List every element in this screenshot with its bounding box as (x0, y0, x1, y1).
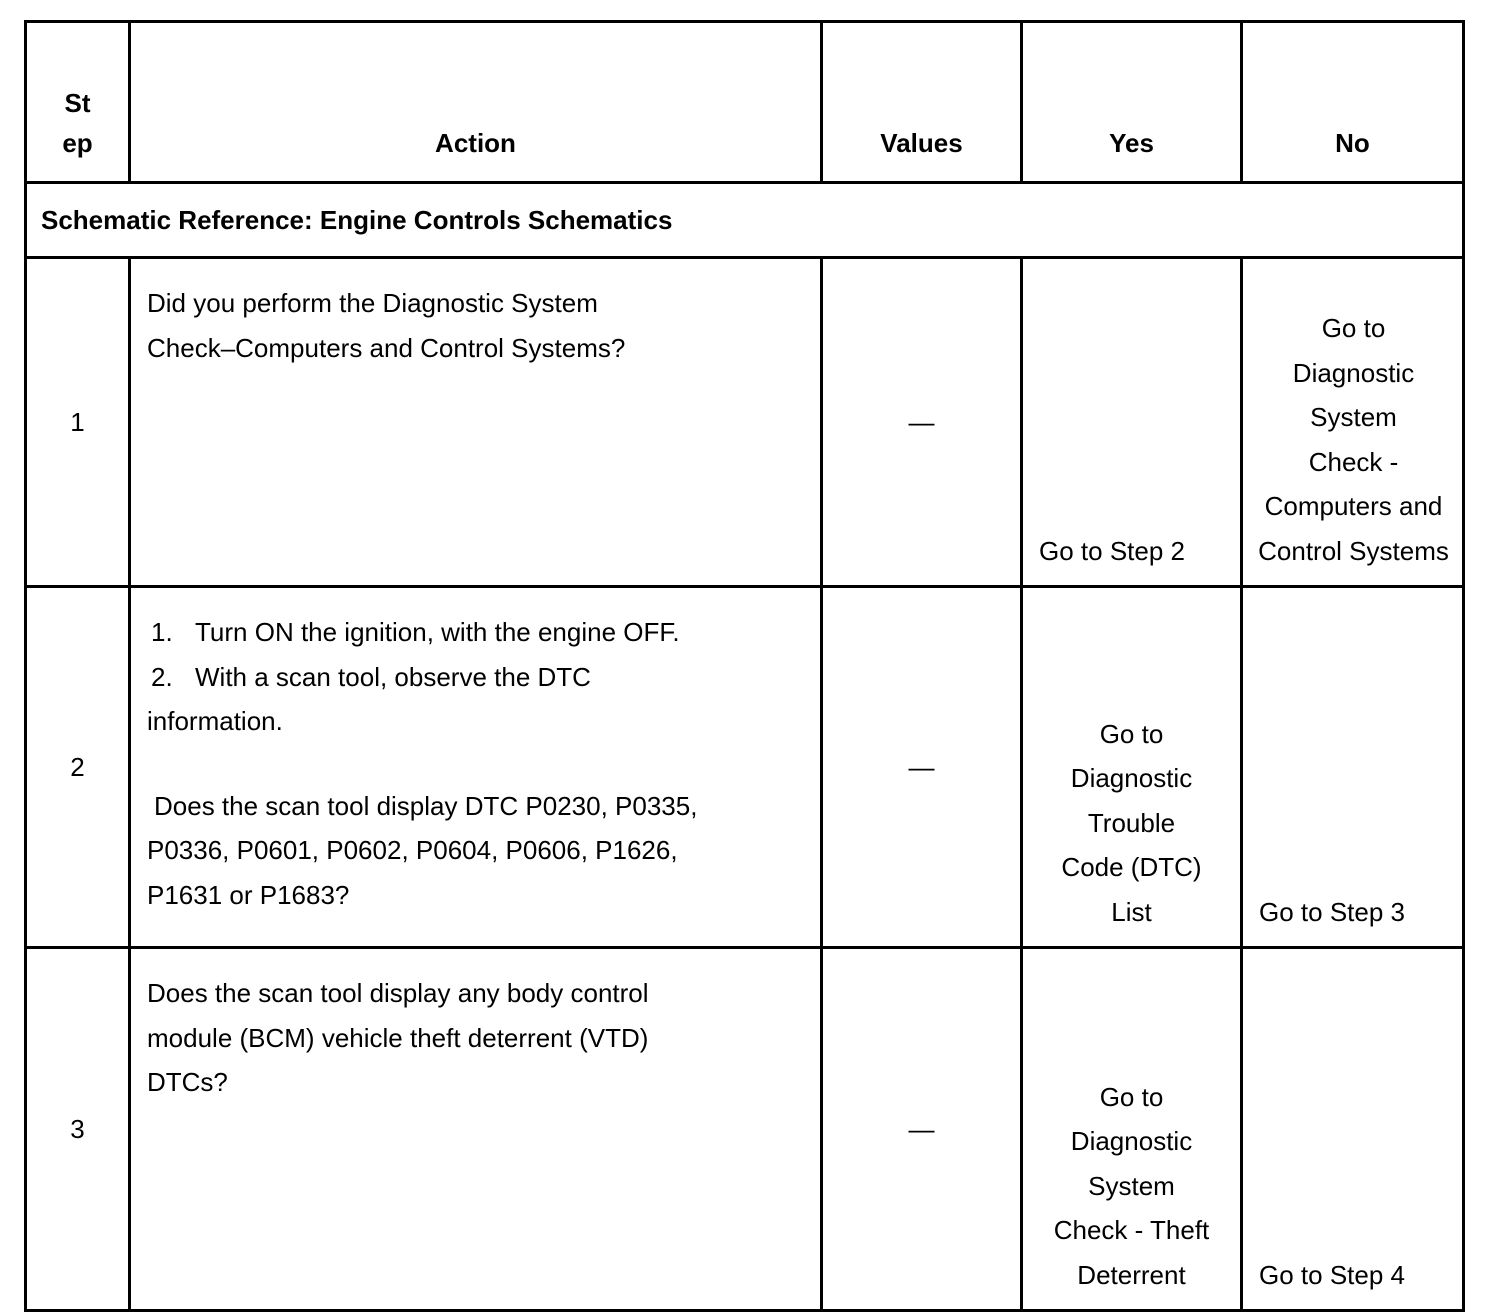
no-line: System (1310, 402, 1397, 432)
action-item-number: 1. (151, 617, 173, 647)
header-yes: Yes (1022, 22, 1242, 183)
no-go-to-step-3: Go to Step 3 (1259, 896, 1405, 927)
table-row (26, 948, 1464, 1311)
action-item-text: Turn ON the ignition, with the engine OFF. (195, 617, 680, 647)
action-item-continuation: information. (147, 706, 283, 736)
yes-cell (1022, 948, 1242, 1311)
no-line: Computers and (1264, 491, 1443, 521)
yes-go-to-step-2: Go to Step 2 (1039, 535, 1185, 566)
yes-line: System (1088, 1170, 1175, 1201)
question-line: Does the scan tool display DTC P0230, P0335, (154, 790, 698, 821)
yes-line: Go to (1099, 718, 1164, 749)
header-row (26, 22, 1464, 183)
header-no: No (1242, 22, 1464, 183)
action-list-item (147, 610, 806, 655)
action-line: Check–Computers and Control Systems? (147, 332, 626, 363)
no-line: Go to (1321, 313, 1386, 343)
header-step-line-2: ep (62, 128, 93, 158)
question-line: P1631 or P1683? (147, 879, 350, 910)
action-item-number: 2. (151, 661, 173, 692)
no-line: Check - (1308, 446, 1399, 477)
yes-cell (1022, 587, 1242, 948)
no-cell (1242, 948, 1464, 1311)
header-step (26, 22, 130, 183)
no-cell (1242, 587, 1464, 948)
action-cell (130, 587, 822, 948)
action-item-text: With a scan tool, observe the DTC (195, 661, 591, 692)
step-number: 2 (26, 587, 130, 948)
action-cell (130, 948, 822, 1311)
yes-line: Diagnostic (1070, 1126, 1193, 1156)
yes-line: Check - Theft (1053, 1215, 1210, 1245)
action-line: module (BCM) vehicle theft deterrent (VTD) (147, 1022, 649, 1053)
header-values: Values (822, 22, 1022, 183)
action-line: Does the scan tool display any body control (147, 978, 649, 1008)
yes-line: Go to (1099, 1081, 1164, 1112)
yes-line: List (1111, 896, 1152, 927)
values-cell: — (822, 948, 1022, 1311)
yes-line: Diagnostic (1070, 763, 1193, 793)
action-line: DTCs? (147, 1067, 228, 1097)
yes-line: Code (DTC) (1061, 852, 1202, 882)
action-list-item (147, 655, 806, 700)
no-line: Diagnostic (1292, 357, 1415, 388)
question-line: P0336, P0601, P0602, P0604, P0606, P1626, (147, 835, 678, 865)
action-line: Did you perform the Diagnostic System (147, 288, 598, 318)
no-go-to-step-4: Go to Step 4 (1259, 1259, 1405, 1290)
header-action: Action (130, 22, 822, 183)
action-cell (130, 258, 822, 587)
yes-cell (1022, 258, 1242, 587)
table-row (26, 587, 1464, 948)
schematic-reference: Schematic Reference: Engine Controls Schematics (26, 183, 1464, 258)
values-cell: — (822, 258, 1022, 587)
table-row (26, 258, 1464, 587)
diagnostic-table (24, 20, 1465, 1312)
yes-line: Deterrent (1077, 1259, 1186, 1290)
step-number: 1 (26, 258, 130, 587)
step-number: 3 (26, 948, 130, 1311)
schematic-reference-row (26, 183, 1464, 258)
values-cell: — (822, 587, 1022, 948)
no-cell (1242, 258, 1464, 587)
header-step-line-1: St (64, 88, 91, 118)
no-line: Control Systems (1258, 535, 1449, 566)
yes-line: Trouble (1087, 807, 1176, 838)
